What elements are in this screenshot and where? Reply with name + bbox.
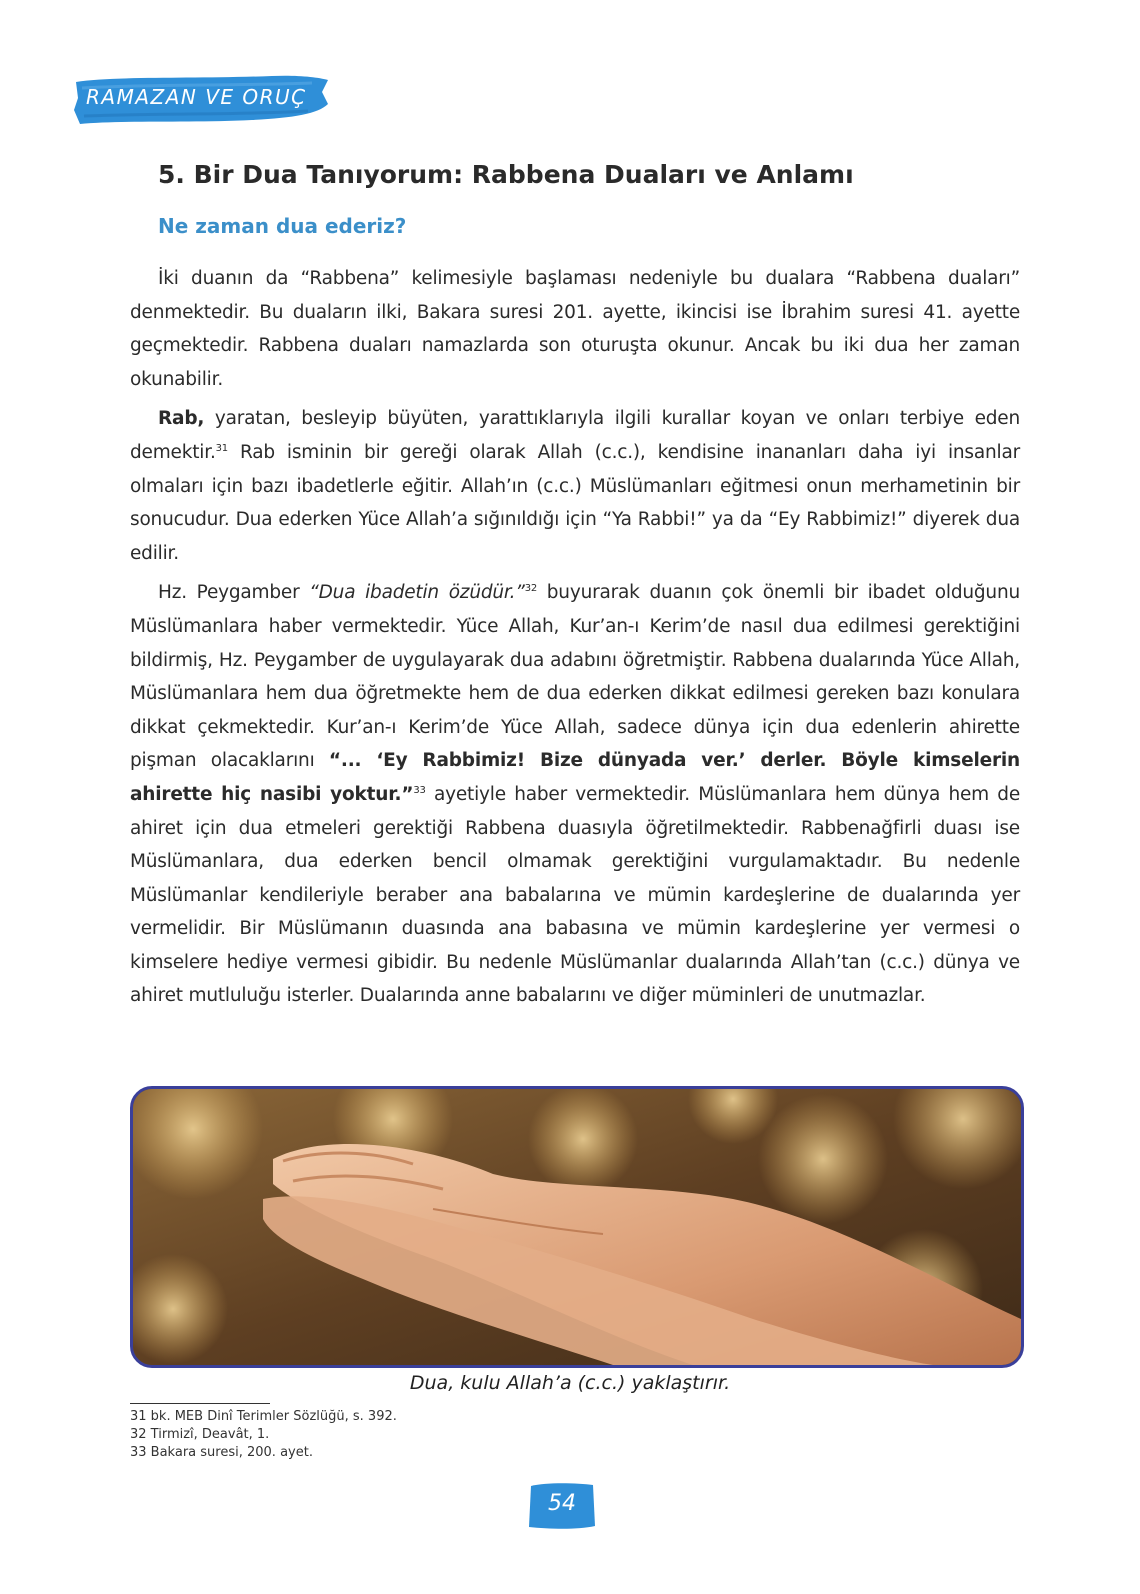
footnote-ref-32: 32 xyxy=(524,583,538,595)
page-number-badge xyxy=(527,1480,597,1532)
paragraph-3-text-c: ayetiyle haber vermektedir. Müslümanlara hem dünya hem de ahiret için dua etmeleri gerektiği Rabbena duasıyla öğretilmektedir. Rabbenağfirli duası ise Müslümanlara, dua ederken bencil olmamak gerektiğini vurgulamaktadır. Bu nedenle Müslümanlar kendileriyle beraber ana babalarına ve mümin kardeşlerine de dualarında yer vermelidir. Bir Müslümanın duasında ana babasına ve mümin kardeşlerine yer vermesi o kimselere hediye vermesi gibidir. Bu nedenle Müslümanlar dualarında Allah’tan (c.c.) dünya ve ahiret mutluluğu isterler. Dualarında anne babalarını ve diğer müminleri de unutmazlar. xyxy=(130,783,1020,1007)
paragraph-2-text-a: yaratan, besleyip büyüten, yarattıklarıyla ilgili kurallar koyan ve onları terbiye eden demektir. xyxy=(130,408,1020,463)
footnote-divider xyxy=(130,1403,270,1404)
chapter-label: RAMAZAN VE ORUÇ xyxy=(86,85,307,109)
footnote-31: 31 bk. MEB Dinî Terimler Sözlüğü, s. 392. xyxy=(130,1409,397,1424)
praying-hands-illustration xyxy=(133,1089,1021,1365)
footnote-ref-31: 31 xyxy=(215,442,228,454)
subheading: Ne zaman dua ederiz? xyxy=(158,214,407,238)
footnote-33: 33 Bakara suresi, 200. ayet. xyxy=(130,1445,313,1460)
footnotes xyxy=(130,1408,397,1462)
paragraph-2-text-b: Rab isminin bir gereği olarak Allah (c.c.), kendisine inananları daha iyi insanlar olmaları için bazı ibadetlerle eğitir. Allah’ın (c.c.) Müslümanları eğitmesi onun merhametinin bir sonucudur. Dua ederken Yüce Allah’a sığınıldığı için “Ya Rabbi!” ya da “Ey Rabbimiz!” diyerek dua edilir. xyxy=(130,441,1020,564)
verse-quote: “... ‘Ey Rabbimiz! Bize dünyada ver.’ derler. Böyle kimselerin ahirette hiç nasibi yoktur.” xyxy=(130,750,1020,805)
paragraph-2 xyxy=(130,402,1020,570)
section-title: 5. Bir Dua Tanıyorum: Rabbena Duaları ve Anlamı xyxy=(158,160,854,189)
body-text xyxy=(130,262,1020,1019)
paragraph-3 xyxy=(130,576,1020,1013)
photo-caption: Dua, kulu Allah’a (c.c.) yaklaştırır. xyxy=(409,1372,731,1394)
paragraph-3-text-a: Hz. Peygamber xyxy=(158,582,310,604)
paragraph-1: İki duanın da “Rabbena” kelimesiyle başlaması nedeniyle bu dualara “Rabbena duaları” denmektedir. Bu duaların ilki, Bakara suresi 201. ayette, ikincisi ise İbrahim suresi 41. ayette geçmektedir. Rabbena duaları namazlarda son oturuşta okunur. Ancak bu iki dua her zaman okunabilir. xyxy=(130,268,1020,390)
footnote-ref-33: 33 xyxy=(413,784,426,796)
footnote-32: 32 Tirmizî, Deavât, 1. xyxy=(130,1427,270,1442)
bold-term: Rab, xyxy=(158,408,205,430)
page-number: 54 xyxy=(548,1491,576,1516)
hadith-quote: “Dua ibadetin özüdür.” xyxy=(309,582,525,604)
chapter-banner xyxy=(72,70,330,128)
praying-hands-photo xyxy=(130,1086,1024,1368)
paragraph-3-text-b: buyurarak duanın çok önemli bir ibadet olduğunu Müslümanlara haber vermektedir. Yüce Allah, Kur’an-ı Kerim’de nasıl dua edilmesi gerektiğini bildirmiş, Hz. Peygamber de uygulayarak dua adabını öğretmiştir. Rabbena dualarında Yüce Allah, Müslümanlara hem dua öğretmekte hem de dua ederken dikkat edilmesi gereken bazı konulara dikkat çekmektedir. Kur’an-ı Kerim’de Yüce Allah, sadece dünya için dua edenlerin ahirette pişman olacaklarını xyxy=(130,582,1021,772)
